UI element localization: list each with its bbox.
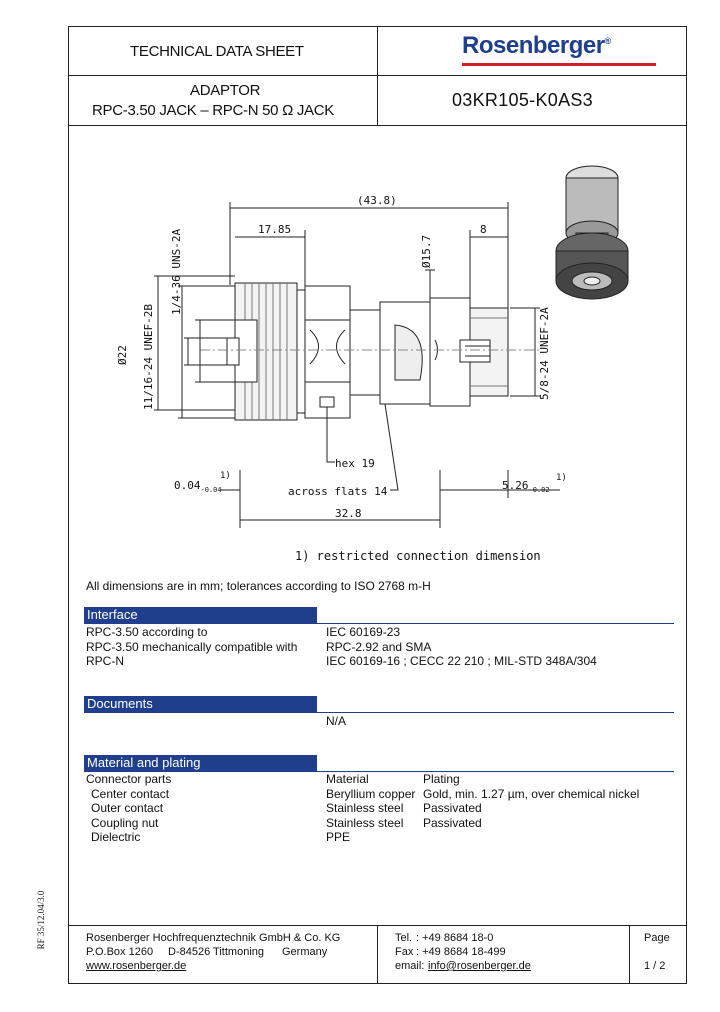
section-material-heading: Material and plating xyxy=(84,755,317,771)
footer-website-link[interactable]: www.rosenberger.de xyxy=(86,960,187,972)
material-row-2-material: Stainless steel xyxy=(326,801,404,815)
section-material-rule xyxy=(84,771,674,772)
thread-left-bottom: 11/16-24 UNEF-2B xyxy=(142,304,155,410)
interface-row-1-value: IEC 60169-23 xyxy=(326,625,401,639)
header-vertical-divider xyxy=(377,26,378,125)
material-row-3-part: Coupling nut xyxy=(91,816,159,830)
footer-city: D-84526 Tittmoning xyxy=(168,946,264,958)
dim-right-tol-value: 5.26 xyxy=(502,479,529,492)
footer-po-box: P.O.Box 1260 xyxy=(86,946,154,958)
material-col-material: Material xyxy=(326,772,369,786)
material-row-1-part: Center contact xyxy=(91,787,170,801)
label-hex: hex 19 xyxy=(335,457,375,470)
material-row-1-plating: Gold, min. 1.27 µm, over chemical nickel xyxy=(423,787,640,801)
material-col-parts: Connector parts xyxy=(86,772,172,786)
technical-drawing xyxy=(116,150,660,570)
dimensions-note: All dimensions are in mm; tolerances according to ISO 2768 m-H xyxy=(86,579,431,593)
product-line-1: ADAPTOR xyxy=(190,82,261,99)
doc-title: TECHNICAL DATA SHEET xyxy=(130,43,304,60)
section-documents-heading: Documents xyxy=(84,696,317,712)
footer-fax-label: Fax xyxy=(395,946,414,958)
dim-32-8: 32.8 xyxy=(335,507,362,520)
product-line-2: RPC-3.50 JACK – RPC-N 50 Ω JACK xyxy=(92,102,334,119)
dim-17-85: 17.85 xyxy=(258,223,292,236)
interface-row-3-value: IEC 60169-16 ; CECC 22 210 ; MIL-STD 348A/304 xyxy=(326,654,597,668)
material-row-2-part: Outer contact xyxy=(91,801,164,815)
dim-right-tol-sub: -0.02 xyxy=(528,486,550,494)
footer-company: Rosenberger Hochfrequenztechnik GmbH & Co. KG xyxy=(86,932,341,944)
material-row-4-part: Dielectric xyxy=(91,830,141,844)
section-documents-rule xyxy=(84,712,674,713)
dim-d15-7: Ø15.7 xyxy=(420,234,433,268)
brand-logo xyxy=(462,32,611,60)
header-divider-2 xyxy=(68,125,687,126)
material-row-4-material: PPE xyxy=(326,830,351,844)
dim-left-tol-sub: -0.04 xyxy=(200,486,222,494)
footer-email-label: email: xyxy=(395,960,425,972)
brand-name: Rosenberger xyxy=(462,32,605,59)
material-row-2-plating: Passivated xyxy=(423,801,482,815)
footer-vertical-divider-1 xyxy=(377,925,378,984)
brand-mark: ® xyxy=(604,36,611,46)
side-document-code: RF 35/12.04/3.0 xyxy=(36,890,46,950)
section-interface-heading: Interface xyxy=(84,607,317,623)
dim-left-note: 1) xyxy=(220,471,231,481)
label-across-flats: across flats 14 xyxy=(288,485,388,498)
footer-email-link[interactable]: info@rosenberger.de xyxy=(428,960,531,972)
dim-overall: (43.8) xyxy=(357,194,397,207)
footer-fax: : +49 8684 18-499 xyxy=(416,946,506,958)
brand-logo-underline xyxy=(462,63,656,66)
drawing-footnote: 1) restricted connection dimension xyxy=(295,549,541,563)
footer-tel: : +49 8684 18-0 xyxy=(416,932,494,944)
dim-left-tol-value: 0.04 xyxy=(174,479,201,492)
thread-right: 5/8-24 UNEF-2A xyxy=(538,307,551,400)
dim-left-tolerance xyxy=(174,479,222,494)
dia-22: Ø22 xyxy=(116,345,129,365)
interface-row-3-label: RPC-N xyxy=(86,654,124,668)
thread-left-top: 1/4-36 UNS-2A xyxy=(170,228,183,315)
material-row-1-material: Beryllium copper xyxy=(326,787,416,801)
dim-right-note: 1) xyxy=(556,473,567,483)
section-interface-rule xyxy=(84,623,674,624)
documents-value: N/A xyxy=(326,714,347,728)
footer-tel-label: Tel. xyxy=(395,932,413,944)
footer-page-value: 1 / 2 xyxy=(644,960,666,972)
footer-vertical-divider-2 xyxy=(629,925,630,984)
material-row-3-material: Stainless steel xyxy=(326,816,404,830)
part-number: 03KR105-K0AS3 xyxy=(452,90,593,110)
dim-right-tolerance xyxy=(502,479,550,494)
interface-row-1-label: RPC-3.50 according to xyxy=(86,625,208,639)
material-row-3-plating: Passivated xyxy=(423,816,482,830)
material-col-plating: Plating xyxy=(423,772,460,786)
dim-8: 8 xyxy=(480,223,487,236)
interface-row-2-value: RPC-2.92 and SMA xyxy=(326,640,432,654)
footer-page-label: Page xyxy=(644,932,670,944)
interface-row-2-label: RPC-3.50 mechanically compatible with xyxy=(86,640,298,654)
footer-country: Germany xyxy=(282,946,328,958)
